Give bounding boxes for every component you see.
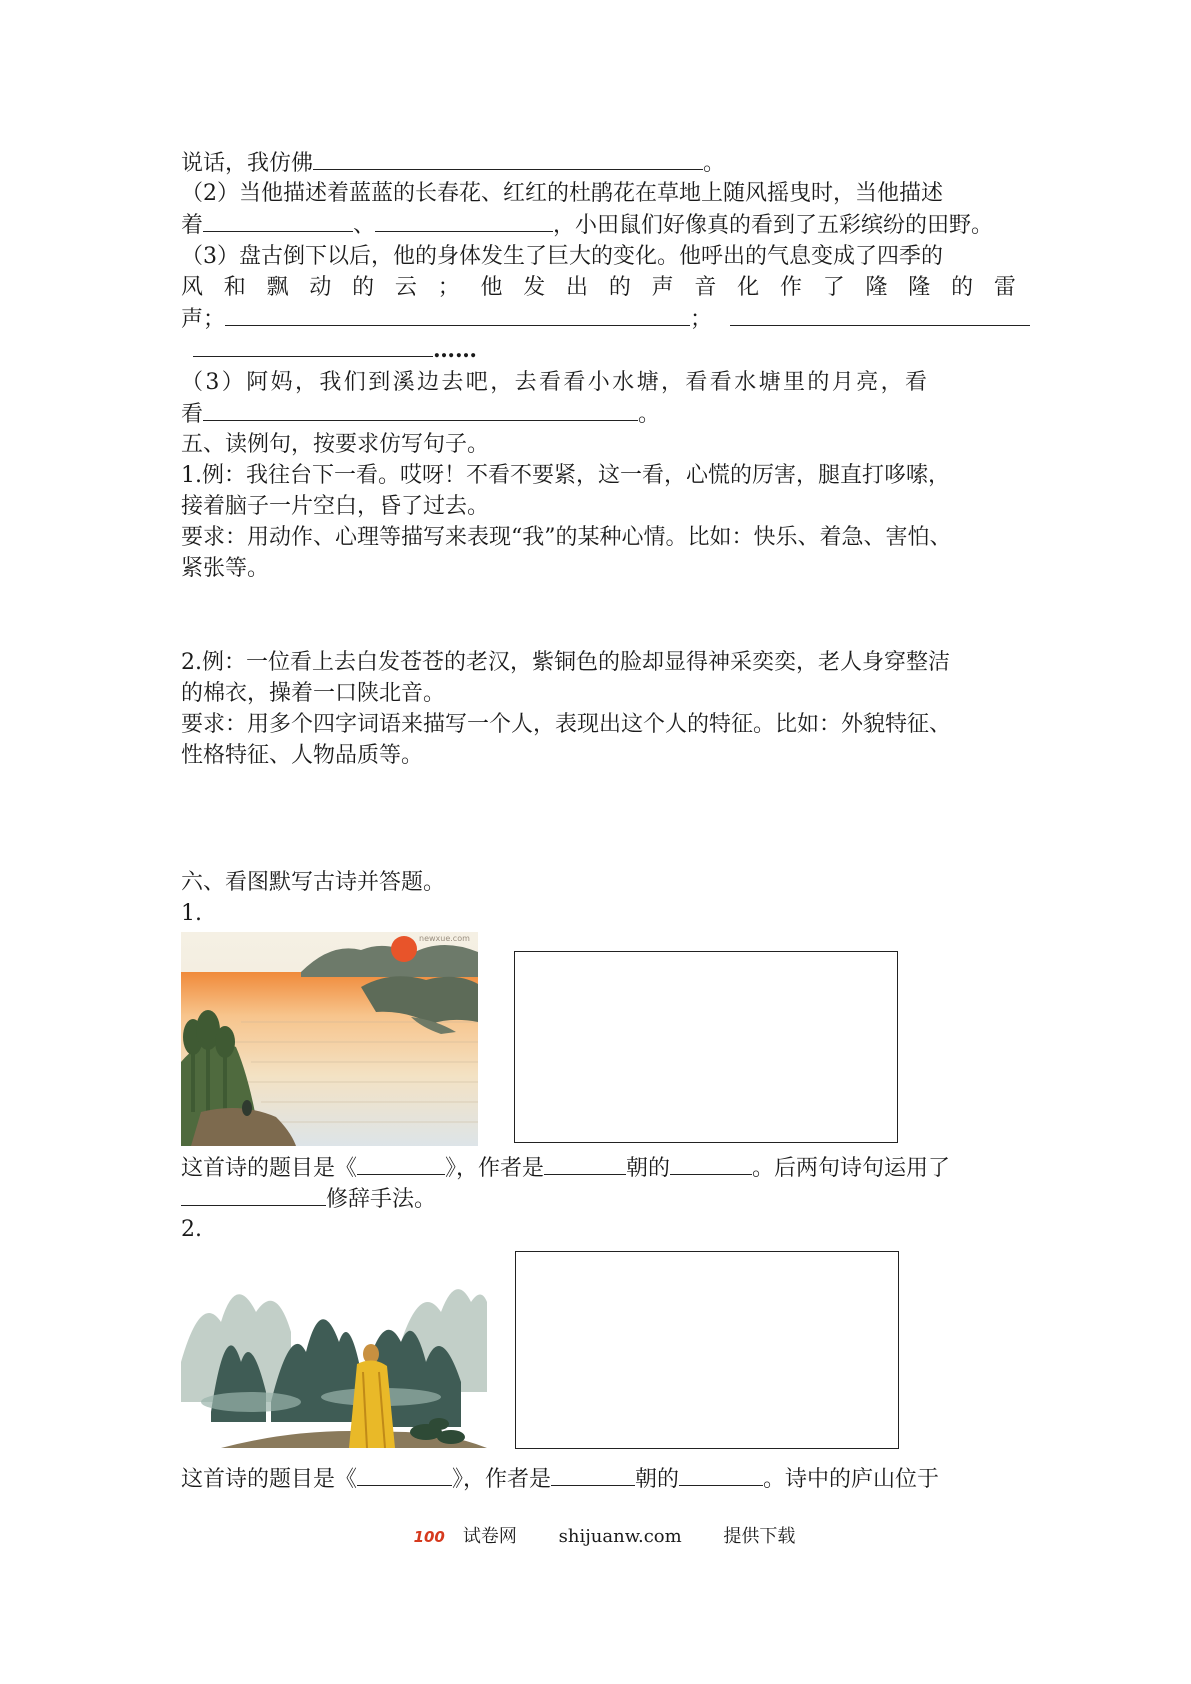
spread-char: ； [437,275,460,300]
scholar-mountain-painting [181,1252,487,1448]
site-logo: 100 试卷网 [413,1526,517,1547]
q4-line-6: 声； ； [181,303,1016,335]
spread-char: 他 [480,275,503,300]
requirement-1-line-2: 紧张等。 [181,556,270,581]
requirement-2-line-2: 性格特征、人物品质等。 [181,743,424,768]
spread-char: 化 [737,275,760,300]
answer-blank[interactable] [203,209,353,232]
spread-char: 的 [951,275,974,300]
spread-char: 动 [309,275,332,300]
example-2-line-2: 的棉衣，操着一口陕北音。 [181,681,446,706]
poem-answer-box-2[interactable] [515,1251,899,1449]
spread-char: 云 [394,275,417,300]
q4-line-2: （2）当他描述着蓝蓝的长春花、红红的杜鹃花在草地上随风摇曳时，当他描述 [181,181,943,206]
question-number-1: 1. [181,901,202,926]
poem-2-question-line-1: 这首诗的题目是《 》，作者是 朝的 。诗中的庐山位于 [181,1463,1016,1495]
answer-blank[interactable] [203,398,638,421]
answer-blank[interactable] [313,147,703,170]
spread-char: 了 [822,275,845,300]
spread-char: 风 [181,275,204,300]
spread-char: 音 [694,275,717,300]
requirement-2-line-1: 要求：用多个四字词语来描写一个人，表现出这个人的特征。比如：外貌特征、 [181,712,952,737]
spread-char: 的 [608,275,631,300]
q4-line-8: （3）阿妈，我们到溪边去吧，去看看小水塘，看看水塘里的月亮，看 [181,370,930,395]
section-6-heading: 六、看图默写古诗并答题。 [181,870,446,895]
watermark-text: newxue.com [419,934,470,943]
q4-line-5 [181,272,1016,303]
spread-char: 隆 [865,275,888,300]
answer-blank[interactable] [181,1183,326,1206]
answer-blank[interactable] [193,334,433,357]
poem-1-question-line-1: 这首诗的题目是《 》，作者是 朝的 。后两句诗句运用了 [181,1152,1016,1184]
answer-blank[interactable] [670,1152,752,1175]
poem-answer-box-1[interactable] [514,951,898,1143]
q4-line-7: …… [193,334,1028,366]
spread-char: 飘 [266,275,289,300]
q4-line-9: 看 。 [181,398,1016,430]
example-1-line-2: 接着脑子一片空白，昏了过去。 [181,494,490,519]
answer-blank[interactable] [551,1463,635,1486]
requirement-1-line-1: 要求：用动作、心理等描写来表现“我”的某种心情。比如：快乐、着急、害怕、 [181,525,952,550]
section-5-heading: 五、读例句，按要求仿写句子。 [181,432,490,457]
example-2-line-1: 2.例：一位看上去白发苍苍的老汉，紫铜色的脸却显得神采奕奕，老人身穿整洁 [181,650,950,675]
spread-char: 发 [523,275,546,300]
answer-blank[interactable] [544,1152,626,1175]
q4-line-4: （3）盘古倒下以后，他的身体发生了巨大的变化。他呼出的气息变成了四季的 [181,244,943,269]
answer-blank[interactable] [357,1463,452,1486]
answer-blank[interactable] [679,1463,763,1486]
page-footer [0,1522,1191,1548]
q4-line-1: 说话，我仿佛 。 [181,147,1016,179]
spread-char: 隆 [908,275,931,300]
poem-1-question-line-2: 修辞手法。 [181,1183,1016,1215]
download-note: 提供下载 [723,1526,796,1547]
answer-blank[interactable] [730,303,1030,326]
spread-char: 雷 [993,275,1016,300]
spread-char: 作 [779,275,802,300]
answer-blank[interactable] [375,209,553,232]
sunset-lake-painting [181,932,478,1146]
q4-line-3: 着 、 ，小田鼠们好像真的看到了五彩缤纷的田野。 [181,209,1016,241]
answer-blank[interactable] [225,303,690,326]
spread-char: 和 [223,275,246,300]
site-url[interactable]: shijuanw.com [558,1526,682,1547]
spread-char: 声 [651,275,674,300]
answer-blank[interactable] [357,1152,445,1175]
spread-char: 出 [566,275,589,300]
question-number-2: 2. [181,1217,202,1242]
spread-char: 的 [352,275,375,300]
example-1-line-1: 1.例：我往台下一看。哎呀！不看不要紧，这一看，心慌的厉害，腿直打哆嗦， [181,463,950,488]
